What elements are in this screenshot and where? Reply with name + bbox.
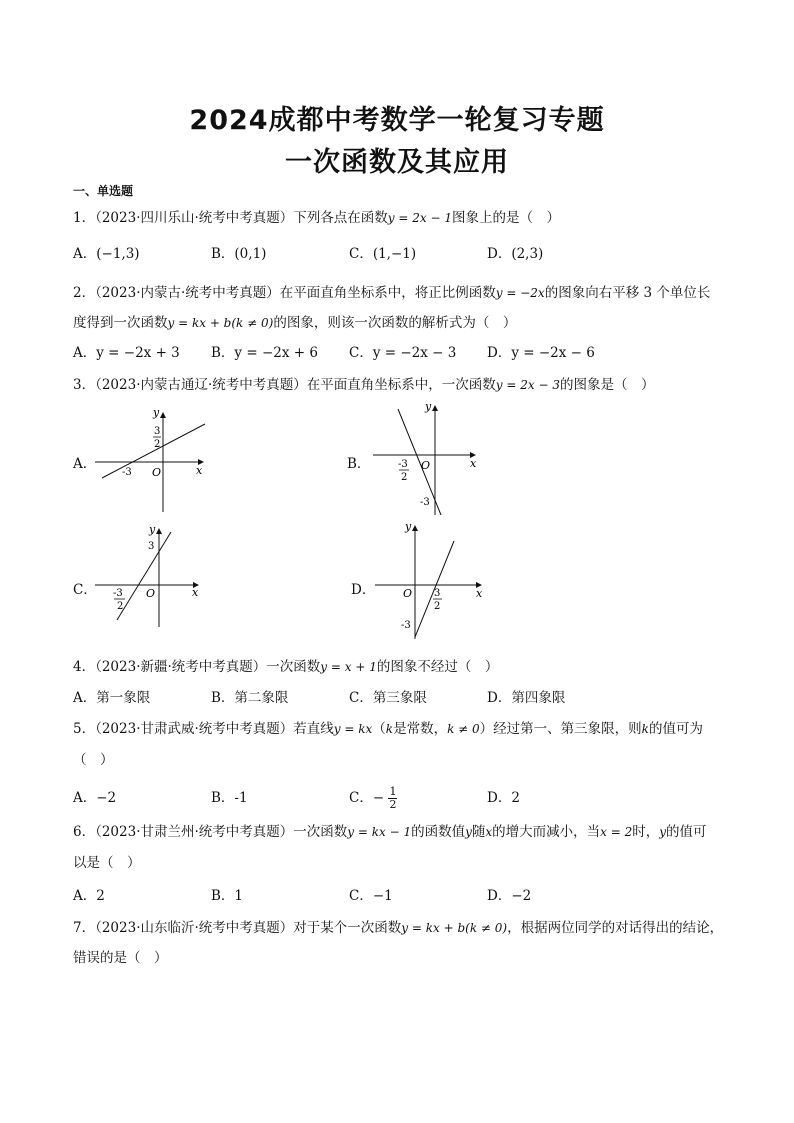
q3-option-d-label[interactable]: D． [351,582,376,598]
q6-option-d[interactable]: D．−2 [487,888,532,904]
q6-option-b[interactable]: B．1 [211,888,244,904]
question-6-stem-line-1: 6．（2023·甘肃兰州·统考中考真题）一次函数y = kx − 1的函数值y随x的增大而减小，当x = 2时，y的值可 [73,824,707,840]
q5-option-d[interactable]: D．2 [487,790,520,806]
q5-option-b[interactable]: B．-1 [211,790,248,806]
q3-option-c-label[interactable]: C． [73,582,97,598]
question-3-stem: 3．（2023·内蒙古通辽·统考中考真题）在平面直角坐标系中，一次函数y = 2x − 3的图象是（ ） [73,377,655,393]
question-4-stem: 4．（2023·新疆·统考中考真题）一次函数y = x + 1的图象不经过（ ） [73,659,499,675]
origin-label: O [146,587,156,600]
q1-option-c[interactable]: C．(1,−1) [349,246,417,262]
x-intercept-denominator: 2 [401,472,408,483]
x-intercept-denominator: 2 [117,601,124,612]
x-intercept-numerator: -3 [398,459,408,470]
q4-option-c[interactable]: C．第三象限 [349,690,427,706]
y-axis-label: y [425,400,432,413]
origin-label: O [403,587,413,600]
q3-graph-a[interactable] [90,402,220,517]
q1-option-a[interactable]: A．(−1,3) [73,246,140,262]
origin-label: O [152,466,162,479]
q2-option-c[interactable]: C．y = −2x − 3 [349,345,457,361]
y-axis-arrow [160,412,166,418]
q5-option-a[interactable]: A．−2 [73,790,117,806]
q4-option-d[interactable]: D．第四象限 [487,690,566,706]
y-axis-arrow [432,405,438,411]
x-axis-label: x [470,457,477,470]
x-intercept-denominator: 2 [434,601,441,612]
q6-option-a[interactable]: A．2 [73,888,105,904]
q3-graph-c[interactable] [93,522,218,632]
question-7-stem-line-1: 7．（2023·山东临沂·统考中考真题）对于某个一次函数y = kx + b(k ≠ 0)，根据两位同学的对话得出的结论， [73,920,724,936]
y-axis-arrow [412,525,418,531]
q2-option-b[interactable]: B．y = −2x + 6 [211,345,318,361]
q1-expression: y = 2x − 1 [387,211,452,225]
title-line-1: 2024成都中考数学一轮复习专题 [189,105,605,136]
question-6-stem-line-2: 以是（ ） [73,855,141,871]
y-axis-label: y [149,523,156,536]
q2-option-a[interactable]: A．y = −2x + 3 [73,345,180,361]
q5-fraction: $\frac{1}{2}$ [389,785,397,811]
q3-graph-b[interactable] [370,397,495,522]
x-axis-label: x [196,464,203,477]
y-intercept-label: 3 [148,541,155,552]
q4-option-b[interactable]: B．第二象限 [211,690,289,706]
q3-option-b-label[interactable]: B． [347,456,371,472]
question-7-stem-line-2: 错误的是（ ） [73,950,168,966]
title-line-2: 一次函数及其应用 [285,147,509,178]
y-axis-arrow [156,528,162,534]
x-intercept-numerator: -3 [113,588,123,599]
function-line [117,532,171,620]
question-2-stem-line-1: 2．（2023·内蒙古·统考中考真题）在平面直角坐标系中，将正比例函数y = −2x的图象向右平移 3 个单位长 [73,285,711,301]
question-2-stem-line-2: 度得到一次函数y = kx + b(k ≠ 0)的图象，则该一次函数的解析式为（ ） [73,315,517,331]
q1-option-b[interactable]: B．(0,1) [211,246,267,262]
x-intercept-numerator: 3 [434,588,441,599]
y-axis-label: y [405,520,412,533]
origin-label: O [421,459,431,472]
q3-graph-d[interactable] [372,517,492,642]
x-axis-label: x [476,587,483,600]
y-axis-label: y [153,406,160,419]
q5-option-c[interactable]: C．− $\frac{1}{2}$ [349,785,397,811]
x-axis-label: x [192,586,199,599]
q6-option-c[interactable]: C．−1 [349,888,393,904]
question-5-stem-line-2: （ ） [73,752,114,768]
question-1-stem: 1．（2023·四川乐山·统考中考真题）下列各点在函数y = 2x − 1图象上的是（ ） [73,210,560,226]
q4-option-a[interactable]: A．第一象限 [73,690,151,706]
q1-option-d[interactable]: D．(2,3) [487,246,544,262]
x-intercept-label: -3 [122,467,132,478]
question-5-stem-line-1: 5．（2023·甘肃武威·统考中考真题）若直线y = kx（k是常数，k ≠ 0）经过第一、第三象限，则k的值可为 [73,721,703,737]
q2-option-d[interactable]: D．y = −2x − 6 [487,345,595,361]
intercept-numerator: 3 [154,426,161,437]
intercept-denominator: 2 [154,439,161,450]
section-heading: 一、单选题 [73,184,134,198]
q3-option-a-label[interactable]: A． [73,456,97,472]
y-intercept-label: -3 [401,620,411,631]
y-intercept-label: -3 [420,497,430,508]
